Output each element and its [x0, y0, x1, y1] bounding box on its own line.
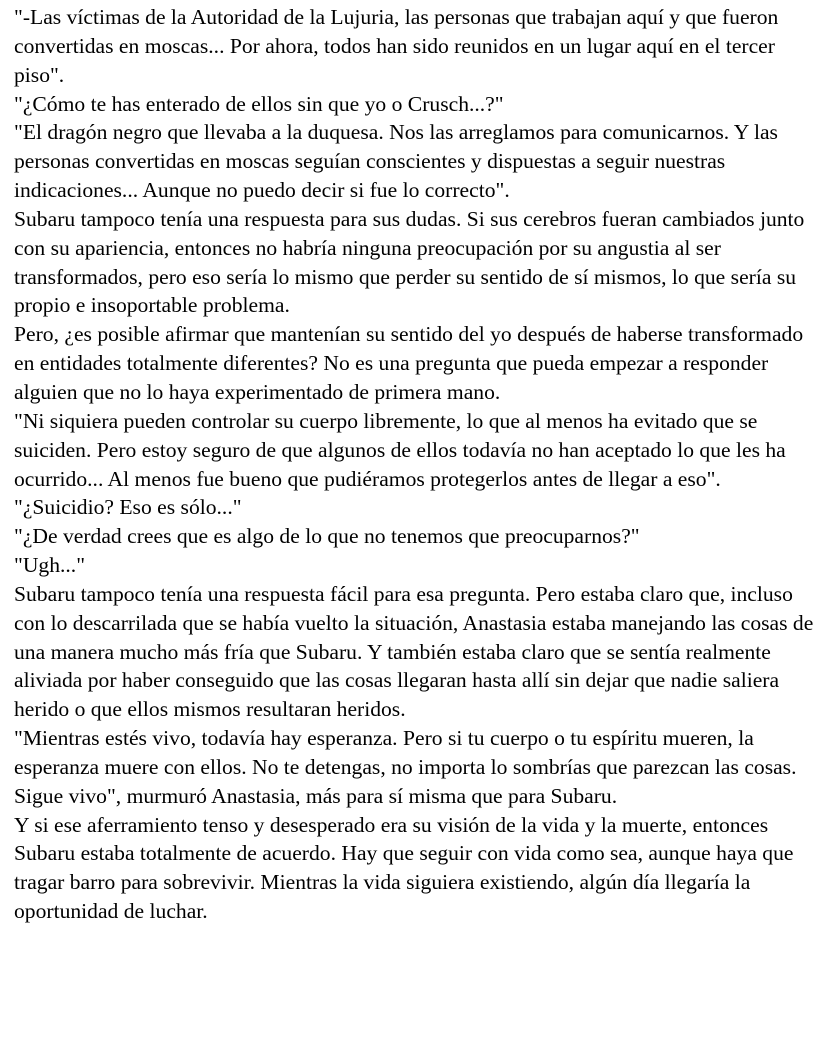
paragraph-5: Pero, ¿es posible afirmar que mantenían su sentido del yo después de haberse transformado en entidades totalmente diferentes? No es una pregunta que pueda empezar a responder alguien que no lo haya experimentado de primera mano.: [14, 322, 804, 404]
paragraph-2: "¿Cómo te has enterado de ellos sin que yo o Crusch...?": [14, 91, 504, 116]
paragraph-8: "¿De verdad crees que es algo de lo que no tenemos que preocuparnos?": [14, 524, 640, 549]
paragraph-1: "-Las víctimas de la Autoridad de la Lujuria, las personas que trabajan aquí y que fueron convertidas en moscas... Por ahora, todos han sido reunidos en un lugar aquí en el tercer piso".: [14, 5, 779, 87]
paragraph-7: "¿Suicidio? Eso es sólo...": [14, 495, 242, 520]
paragraph-6: "Ni siquiera pueden controlar su cuerpo libremente, lo que al menos ha evitado que se suiciden. Pero estoy seguro de que algunos de ellos todavía no han aceptado lo que les ha ocurrido... Al menos fue bueno que pudiéramos protegerlos antes de llegar a eso".: [14, 408, 786, 491]
paragraph-12: Y si ese aferramiento tenso y desesperado era su visión de la vida y la muerte, entonces Subaru estaba totalmente de acuerdo. Hay que seguir con vida como sea, aunque haya que tragar barro para sobrevivir. Mientras la vida siguiera existiendo, algún día llegaría la oportunidad de luchar.: [14, 812, 794, 924]
paragraph-9: "Ugh...": [14, 553, 86, 578]
paragraph-10: Subaru tampoco tenía una respuesta fácil para esa pregunta. Pero estaba claro que, incluso con lo descarrilada que se había vuelto la situación, Anastasia estaba manejando las cosas de una manera mucho más fría que Subaru. Y también estaba claro que se sentía realmente aliviada por haber conseguido que las cosas llegaran hasta allí sin dejar que nadie saliera herido o que ellos mismos resultaran heridos.: [14, 581, 814, 722]
paragraph-4: Subaru tampoco tenía una respuesta para sus dudas. Si sus cerebros fueran cambiados junto con su apariencia, entonces no habría ninguna preocupación por su angustia al ser transformados, pero eso sería lo mismo que perder su sentido de sí mismos, lo que sería su propio e insoportable problema.: [14, 206, 805, 318]
paragraph-3: "El dragón negro que llevaba a la duquesa. Nos las arreglamos para comunicarnos. Y las personas convertidas en moscas seguían conscientes y dispuestas a seguir nuestras indicaciones... Aunque no puedo decir si fue lo correcto".: [14, 120, 778, 203]
paragraph-11: "Mientras estés vivo, todavía hay esperanza. Pero si tu cuerpo o tu espíritu mueren, la esperanza muere con ellos. No te detengas, no importa lo sombrías que parezcan las cosas. Sigue vivo", murmuró Anastasia, más para sí misma que para Subaru.: [14, 726, 797, 808]
